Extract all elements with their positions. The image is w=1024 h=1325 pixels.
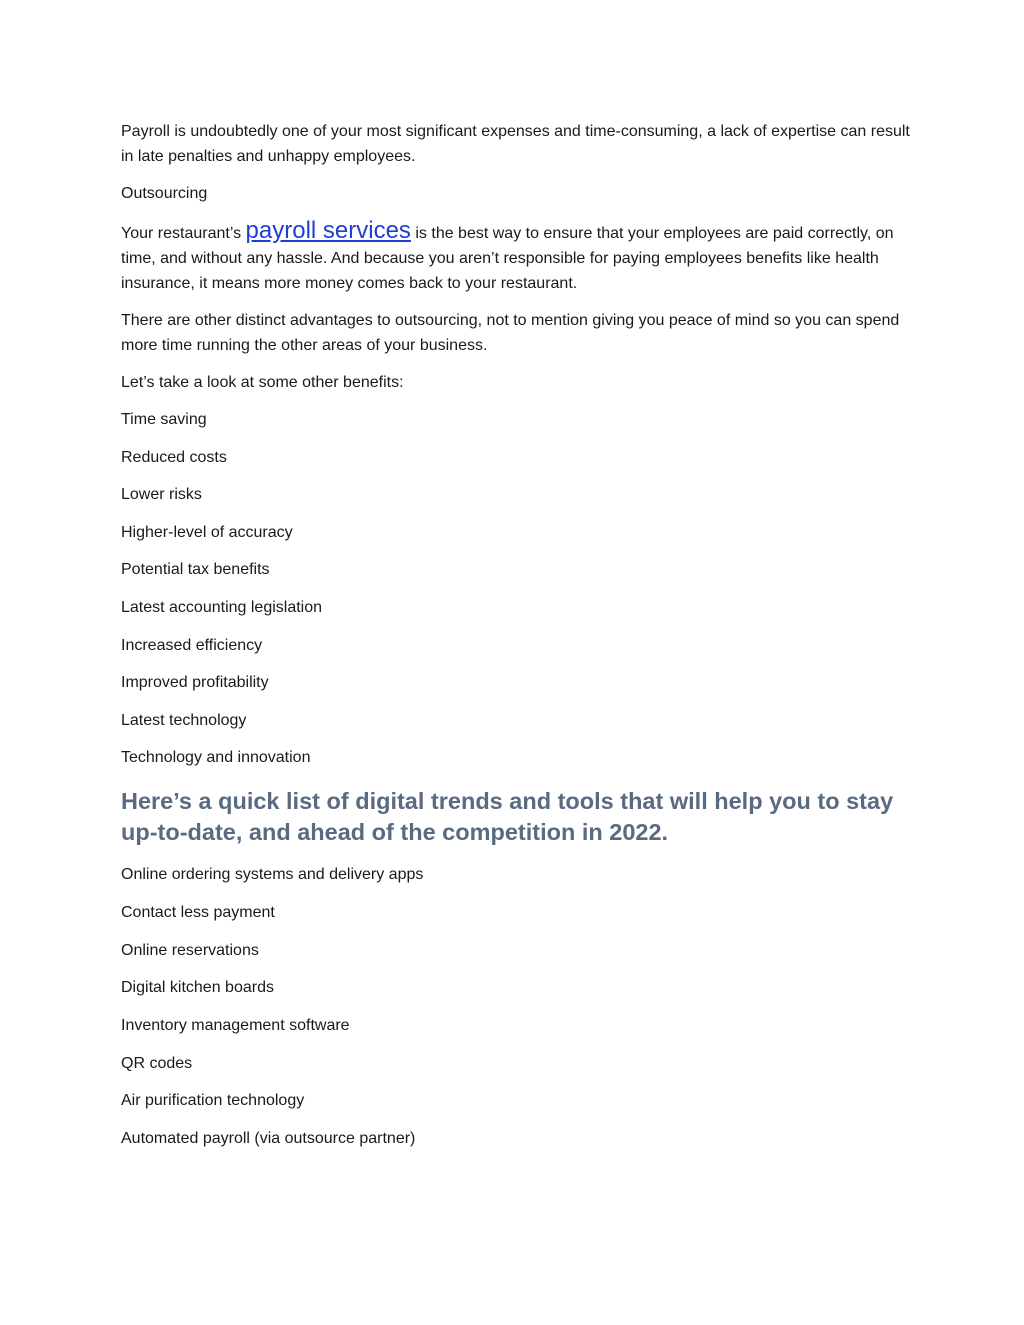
trend-item: Online ordering systems and delivery apps <box>121 866 424 884</box>
paragraph-text-after-link: is the best way to ensure that your employees are paid correctly, on time, and without any hassle. And because you aren’t responsible for paying employees benefits like health insurance, it means more money comes back to your restaurant. <box>121 225 894 292</box>
trend-item: Online reservations <box>121 941 259 959</box>
benefit-item: Potential tax benefits <box>121 561 270 579</box>
payroll-services-paragraph <box>121 218 911 296</box>
benefit-item: Higher-level of accuracy <box>121 523 293 541</box>
trend-item: Inventory management software <box>121 1017 350 1035</box>
benefit-item: Increased efficiency <box>121 636 263 654</box>
intro-paragraph: Payroll is undoubtedly one of your most significant expenses and time-consuming, a lack of expertise can result in late penalties and unhappy employees. <box>121 123 910 165</box>
document-page <box>121 119 911 1164</box>
section-heading: Here’s a quick list of digital trends and tools that will help you to stay up-to-date, and ahead of the competition in 2022. <box>121 788 894 846</box>
payroll-services-link[interactable]: payroll services <box>245 217 411 244</box>
advantages-paragraph: There are other distinct advantages to outsourcing, not to mention giving you peace of mind so you can spend more time running the other areas of your business. <box>121 312 900 354</box>
benefits-list <box>121 407 911 770</box>
trend-item: Digital kitchen boards <box>121 979 274 997</box>
benefit-item: Latest technology <box>121 711 247 729</box>
paragraph-text-before-link: Your restaurant’s <box>121 225 246 242</box>
benefit-item: Improved profitability <box>121 674 269 692</box>
outsourcing-label: Outsourcing <box>121 185 208 202</box>
benefit-item: Time saving <box>121 411 207 428</box>
benefit-item: Reduced costs <box>121 448 227 466</box>
benefit-item: Technology and innovation <box>121 749 311 767</box>
trends-list <box>121 862 911 1151</box>
trend-item: Air purification technology <box>121 1092 305 1110</box>
trend-item: Automated payroll (via outsource partner) <box>121 1130 416 1148</box>
benefit-item: Lower risks <box>121 486 202 504</box>
benefit-item: Latest accounting legislation <box>121 598 323 616</box>
trend-item: Contact less payment <box>121 904 275 922</box>
trend-item: QR codes <box>121 1054 193 1072</box>
benefits-intro: Let’s take a look at some other benefits: <box>121 374 404 391</box>
